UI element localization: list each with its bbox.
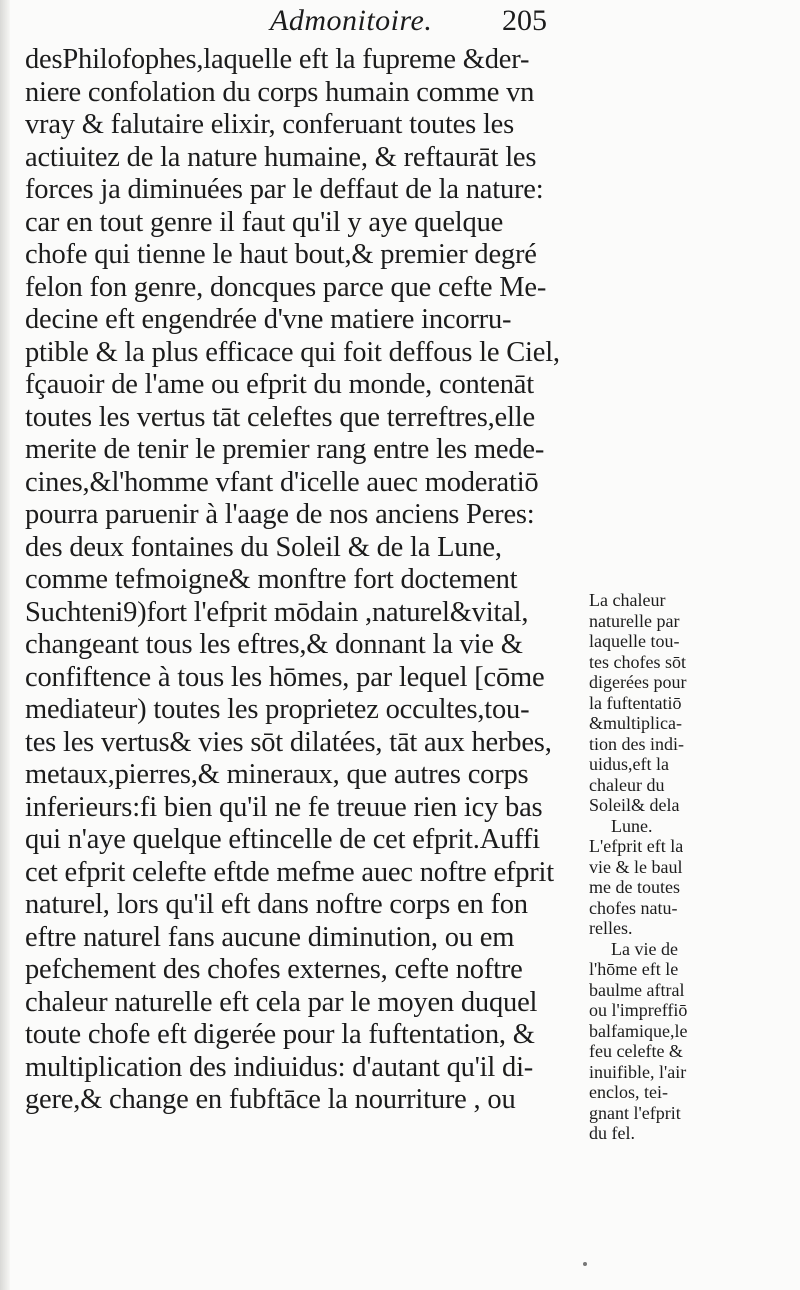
marginal-note-line: relles. [589, 918, 633, 938]
text-line: cet efprit celefte eftde mefme auec noftre efprit [25, 856, 554, 888]
text-line: comme tefmoigne& monftre fort doctement [25, 564, 518, 595]
text-line: vray & falutaire elixir, conferuant toutes les [25, 109, 515, 140]
text-line: ptible & la plus efficace qui foit deffous le Ciel, [25, 336, 560, 368]
text-line: niere confolation du corps humain comme vn [25, 76, 535, 108]
marginal-note-line: me de toutes [589, 877, 680, 897]
text-line: tes les vertus& vies sōt dilatées, tāt aux herbes, [25, 726, 552, 758]
marginal-note-line: chaleur du [589, 774, 665, 795]
marginal-note-line: L'efprit eft la [589, 836, 684, 856]
text-line: gere,& change en fubftāce la nourriture , ou [25, 1084, 516, 1115]
binding-gutter-shadow [0, 0, 10, 1290]
marginal-note [589, 590, 794, 1144]
running-title: Admonitoire. [270, 4, 433, 37]
marginal-note-line: enclos, tei- [589, 1082, 668, 1102]
text-line: multiplication des indiuidus: d'autant qu'il di- [25, 1051, 534, 1083]
text-line: des deux fontaines du Soleil & de la Lune, [25, 531, 502, 563]
text-line: forces ja diminuées par le deffaut de la nature: [25, 174, 544, 205]
marginal-note-line: digerées pour [589, 672, 687, 692]
marginal-note-line: tion des indi- [589, 733, 684, 754]
text-line: merite de tenir le premier rang entre les mede- [25, 434, 545, 465]
marginal-note-line: baulme aftral [589, 979, 685, 1000]
text-line: Suchteni9)fort l'efprit mōdain ,naturel&vital, [25, 596, 529, 628]
marginal-note-line: la fuftentatiō [589, 692, 682, 713]
marginal-note-line: feu celefte & [589, 1041, 683, 1061]
main-text-block [25, 44, 575, 1117]
text-line: mediateur) toutes les proprietez occultes,tou- [25, 694, 530, 725]
marginal-note-line: ou l'impreffiō [589, 1000, 688, 1020]
marginal-note-line: vie & le baul [589, 856, 683, 877]
text-line: desPhilofophes,laquelle eft la fupreme &der- [25, 44, 530, 75]
text-line: qui n'aye quelque eftincelle de cet efprit.Auffi [25, 824, 540, 855]
marginal-note-line: uidus,eft la [589, 754, 669, 774]
text-line: car en tout genre il faut qu'il y aye quelque [25, 206, 504, 238]
text-line: fçauoir de l'ame ou efprit du monde, contenāt [25, 369, 534, 400]
marginal-note-line: &multiplica- [589, 713, 682, 733]
text-line: inferieurs:fi bien qu'il ne fe treuue rien icy bas [25, 791, 543, 823]
text-line: actiuitez de la nature humaine, & reftaurāt les [25, 141, 537, 173]
marginal-note-line: laquelle tou- [589, 631, 680, 651]
marginal-note-line: balfamique,le [589, 1020, 688, 1041]
running-head [0, 4, 800, 40]
marginal-note-line: tes chofes sōt [589, 651, 686, 672]
text-line: metaux,pierres,& mineraux, que autres corps [25, 759, 529, 790]
text-line: chofe qui tienne le haut bout,& premier degré [25, 239, 537, 270]
marginal-note-line: Soleil& dela [589, 795, 680, 815]
marginal-note-line: chofes natu- [589, 897, 678, 918]
text-line: changeant tous les eftres,& donnant la vie & [25, 629, 523, 660]
ink-speck [583, 1262, 587, 1266]
text-line: toutes les vertus tāt celeftes que terreftres,elle [25, 401, 535, 433]
text-line: eftre naturel fans aucune diminution, ou em [25, 921, 515, 953]
text-line: chaleur naturelle eft cela par le moyen duquel [25, 986, 538, 1018]
text-line: decine eft engendrée d'vne matiere incorru- [25, 304, 512, 335]
text-line: confiftence à tous les hōmes, par lequel [cōme [25, 661, 545, 693]
marginal-note-line: naturelle par [589, 610, 680, 631]
text-line: pefchement des chofes externes, cefte noftre [25, 954, 523, 985]
marginal-note-line: du fel. [589, 1123, 635, 1143]
marginal-note-line: l'hōme eft le [589, 959, 679, 979]
text-line: felon fon genre, doncques parce que cefte Me- [25, 271, 547, 303]
marginal-note-line: gnant l'efprit [589, 1102, 681, 1123]
page-number: 205 [502, 4, 547, 37]
text-line: toute chofe eft digerée pour la fuftentation, & [25, 1019, 535, 1050]
text-line: pourra paruenir à l'aage de nos anciens Peres: [25, 499, 535, 530]
text-line: cines,&l'homme vfant d'icelle auec moderatiō [25, 466, 539, 498]
marginal-note-line: La vie de [611, 938, 678, 959]
marginal-note-line: Lune. [611, 815, 653, 836]
marginal-note-line: La chaleur [589, 590, 666, 610]
marginal-note-line: inuifible, l'air [589, 1061, 687, 1082]
text-line: naturel, lors qu'il eft dans noftre corps en fon [25, 889, 528, 920]
